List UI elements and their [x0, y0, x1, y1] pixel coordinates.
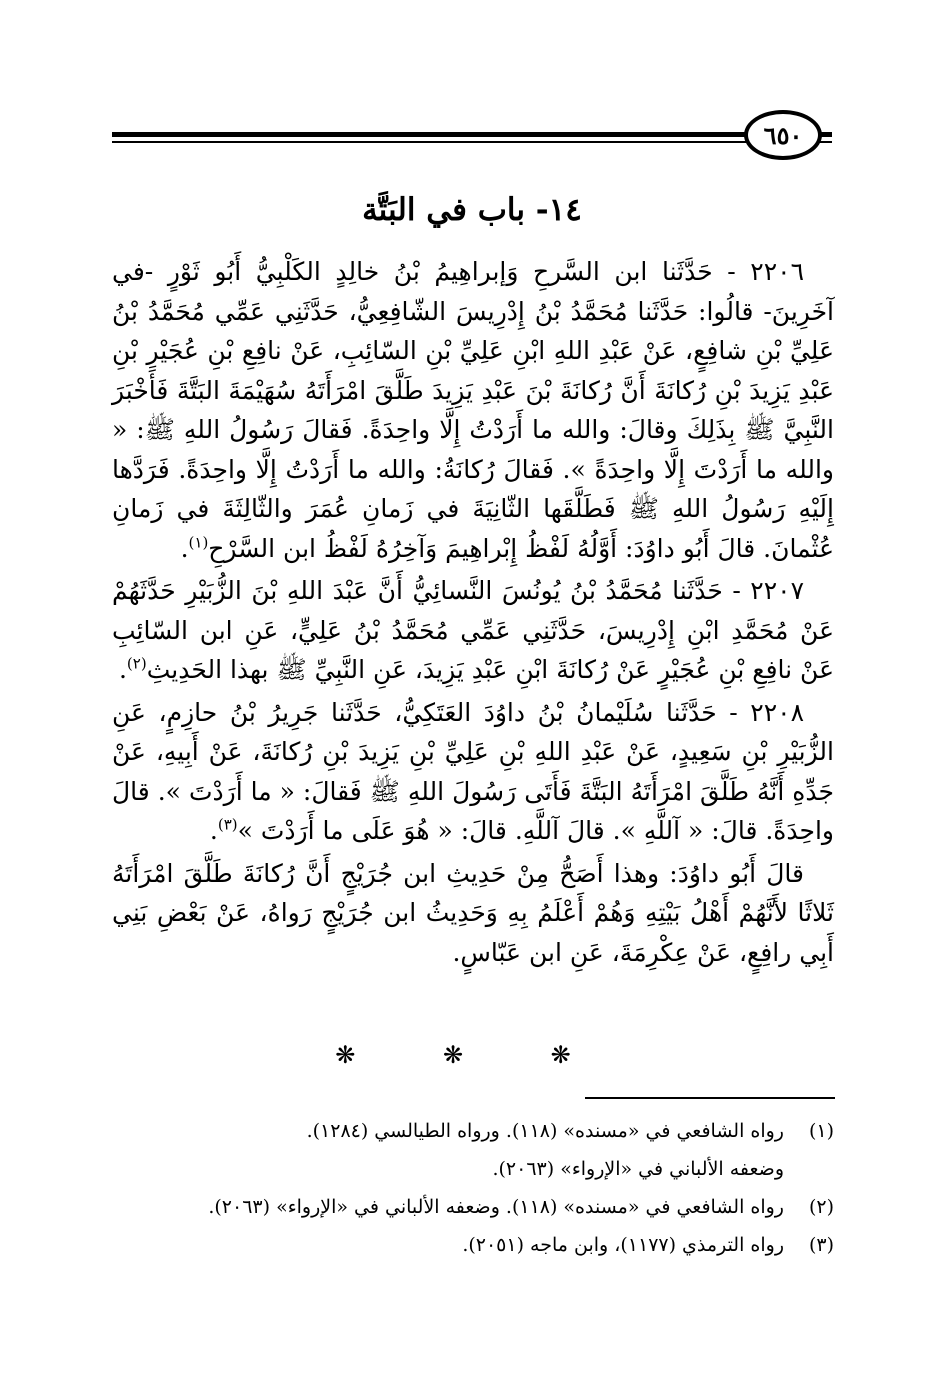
hadith-2206-text: ٢٢٠٦ - حَدَّثَنا ابن السَّرحِ وَإبراهِيمُ بْنُ خالِدٍ الكَلْبِيُّ أَبُو ثَوْرٍ -في آخَرِينَ- قالُوا: حَدَّثَنا مُحَمَّدُ بْنُ إِدْرِيسَ الشّافِعِيُّ، حَدَّثَنِي عَمِّي مُحَمَّدُ بْنُ عَلِيِّ بْنِ شافِعٍ، عَنْ عَبْدِ اللهِ ابْنِ عَلِيِّ بْنِ السّائِبِ، عَنْ نافِعِ بْنِ عُجَيْرِ بْنِ عَبْدِ يَزِيدَ بْنِ رُكانَةَ أَنَّ رُكانَةَ بْنَ عَبْدِ يَزِيدَ طَلَّقَ امْرَأَتَهُ سُهَيْمَةَ البَتَّةَ فَأَخْبَرَ النَّبِيَّ ﷺ بِذَلِكَ وقالَ: والله ما أَرَدْتُ إِلَّا واحِدَةً. فَقالَ رَسُولُ اللهِ ﷺ: « والله ما أَرَدْتَ إِلَّا واحِدَةً ». فَقالَ رُكانَةُ: والله ما أَرَدْتُ إِلَّا واحِدَةً. فَرَدَّها إِلَيْهِ رَسُولُ اللهِ ﷺ فَطَلَّقَها الثّانِيَةَ في زَمانِ عُمَرَ والثّالِثَةَ في زَمانِ عُثْمانَ. قالَ أَبُو داوُدَ: أَوَّلُهُ لَفْظُ إِبْراهِيمَ وَآخِرُهُ لَفْظُ ابن السَّرْحِ — [112, 257, 834, 563]
footnote-item — [112, 1112, 834, 1150]
footnote-item — [112, 1226, 834, 1264]
abu-dawud-comment-text: قالَ أَبُو داوُدَ: وهذا أَصَحُّ مِنْ حَدِيثِ ابن جُرَيْجٍ أَنَّ رُكانَةَ طَلَّقَ امْرَأَتَهُ ثَلاثًا لأَنَّهُمْ أَهْلُ بَيْتِهِ وَهُمْ أَعْلَمُ بِهِ وَحَدِيثُ ابن جُرَيْجٍ رَواهُ، عَنْ بَعْضِ بَنِي أَبِي رافِعٍ، عَنْ عِكْرِمَةَ، عَنِ ابن عَبّاسٍ. — [112, 858, 834, 967]
chapter-title: ١٤- باب في البَتَّة — [362, 192, 582, 228]
footnote-text: رواه الشافعي في «مسنده» (١١٨). وضعفه الألباني في «الإرواء» (٢٠٦٣). — [208, 1196, 784, 1218]
hadith-2207: ٢٢٠٧ - حَدَّثَنا مُحَمَّدُ بْنُ يُونُسَ النَّسائِيُّ أَنَّ عَبْدَ اللهِ بْنَ الزُّبَيْرِ حَدَّثَهُمْ عَنْ مُحَمَّدِ ابْنِ إِدْرِيسَ، حَدَّثَنِي عَمِّي مُحَمَّدُ بْنُ عَلِيٍّ، عَنِ ابن السّائِبِ عَنْ نافِعِ بْنِ عُجَيْرٍ عَنْ رُكانَةَ ابْنِ عَبْدِ يَزِيدَ، عَنِ النَّبِيِّ ﷺ بهذا الحَدِيثِ$^{(٢)}$. — [112, 576, 834, 684]
footnote-ref-2: (٢) — [126, 654, 147, 673]
footnote-number: (٢) — [808, 1196, 834, 1218]
footnote-text: رواه الترمذي (١١٧٧)، وابن ماجه (٢٠٥١). — [462, 1234, 784, 1256]
footnote-item — [112, 1188, 834, 1226]
hadith-2206: ٢٢٠٦ - حَدَّثَنا ابن السَّرحِ وَإبراهِيمُ بْنُ خالِدٍ الكَلْبِيُّ أَبُو ثَوْرٍ -في آخَرِينَ- قالُوا: حَدَّثَنا مُحَمَّدُ بْنُ إِدْرِيسَ الشّافِعِيُّ، حَدَّثَنِي عَمِّي مُحَمَّدُ بْنُ عَلِيِّ بْنِ شافِعٍ، عَنْ عَبْدِ اللهِ ابْنِ عَلِيِّ بْنِ السّائِبِ، عَنْ نافِعِ بْنِ عُجَيْرِ بْنِ عَبْدِ يَزِيدَ بْنِ رُكانَةَ أَنَّ رُكانَةَ بْنَ عَبْدِ يَزِيدَ طَلَّقَ امْرَأَتَهُ سُهَيْمَةَ البَتَّةَ فَأَخْبَرَ النَّبِيَّ ﷺ بِذَلِكَ وقالَ: والله ما أَرَدْتُ إِلَّا واحِدَةً. فَقالَ رَسُولُ اللهِ ﷺ: « والله ما أَرَدْتَ إِلَّا واحِدَةً ». فَقالَ رُكانَةُ: والله ما أَرَدْتُ إِلَّا واحِدَةً. فَرَدَّها إِلَيْهِ رَسُولُ اللهِ ﷺ فَطَلَّقَها الثّانِيَةَ في زَمانِ عُمَرَ والثّالِثَةَ في زَمانِ عُثْمانَ. قالَ أَبُو داوُدَ: أَوَّلُهُ لَفْظُ إِبْراهِيمَ وَآخِرُهُ لَفْظُ ابن السَّرْحِ$^{(١)}$. — [112, 257, 834, 563]
hadith-2208-text: ٢٢٠٨ - حَدَّثَنا سُلَيْمانُ بْنُ داوُدَ العَتَكِيُّ، حَدَّثَنا جَرِيرُ بْنُ حازِمٍ، عَنِ الزُّبَيْرِ بْنِ سَعِيدٍ، عَنْ عَبْدِ اللهِ بْنِ عَلِيِّ بْنِ يَزِيدَ بْنِ رُكانَةَ، عَنْ أَبِيهِ، عَنْ جَدِّهِ أَنَّهُ طَلَّقَ امْرَأَتَهُ البَتَّةَ فَأَتَى رَسُولَ اللهِ ﷺ فَقالَ: « ما أَرَدْتَ ». قالَ واحِدَةً. قالَ: « آللَّهِ ». قالَ آللَّهِ. قالَ: « هُوَ عَلَى ما أَرَدْتَ » — [112, 697, 834, 845]
abu-dawud-comment — [112, 854, 834, 973]
footnote-ref-3: (٣) — [217, 815, 238, 834]
header-rule-thin — [112, 141, 832, 143]
footnotes — [112, 1112, 834, 1264]
main-text — [112, 252, 834, 972]
footnote-ref-1: (١) — [188, 533, 209, 552]
header-rule-thick — [112, 132, 832, 137]
section-separator: ❋ ❋ ❋ — [335, 1041, 611, 1069]
footnote-number: (١) — [808, 1120, 834, 1142]
page-number: ٦٥٠ — [744, 110, 822, 160]
hadith-2208: ٢٢٠٨ - حَدَّثَنا سُلَيْمانُ بْنُ داوُدَ العَتَكِيُّ، حَدَّثَنا جَرِيرُ بْنُ حازِمٍ، عَنِ الزُّبَيْرِ بْنِ سَعِيدٍ، عَنْ عَبْدِ اللهِ بْنِ عَلِيِّ بْنِ يَزِيدَ بْنِ رُكانَةَ، عَنْ أَبِيهِ، عَنْ جَدِّهِ أَنَّهُ طَلَّقَ امْرَأَتَهُ البَتَّةَ فَأَتَى رَسُولَ اللهِ ﷺ فَقالَ: « ما أَرَدْتَ ». قالَ واحِدَةً. قالَ: « آللَّهِ ». قالَ آللَّهِ. قالَ: « هُوَ عَلَى ما أَرَدْتَ »$^{(٣)}$. — [112, 697, 834, 845]
footnote-divider — [585, 1097, 835, 1099]
page-header — [112, 112, 832, 162]
footnote-number: (٣) — [808, 1234, 834, 1256]
hadith-2207-text: ٢٢٠٧ - حَدَّثَنا مُحَمَّدُ بْنُ يُونُسَ النَّسائِيُّ أَنَّ عَبْدَ اللهِ بْنَ الزُّبَيْرِ حَدَّثَهُمْ عَنْ مُحَمَّدِ ابْنِ إِدْرِيسَ، حَدَّثَنِي عَمِّي مُحَمَّدُ بْنُ عَلِيٍّ، عَنِ ابن السّائِبِ عَنْ نافِعِ بْنِ عُجَيْرٍ عَنْ رُكانَةَ ابْنِ عَبْدِ يَزِيدَ، عَنِ النَّبِيِّ ﷺ بهذا الحَدِيثِ — [112, 576, 834, 684]
footnote-continuation: وضعفه الألباني في «الإرواء» (٢٠٦٣). — [492, 1158, 784, 1180]
footnote-text: رواه الشافعي في «مسنده» (١١٨). ورواه الطيالسي (١٢٨٤). — [306, 1120, 784, 1142]
